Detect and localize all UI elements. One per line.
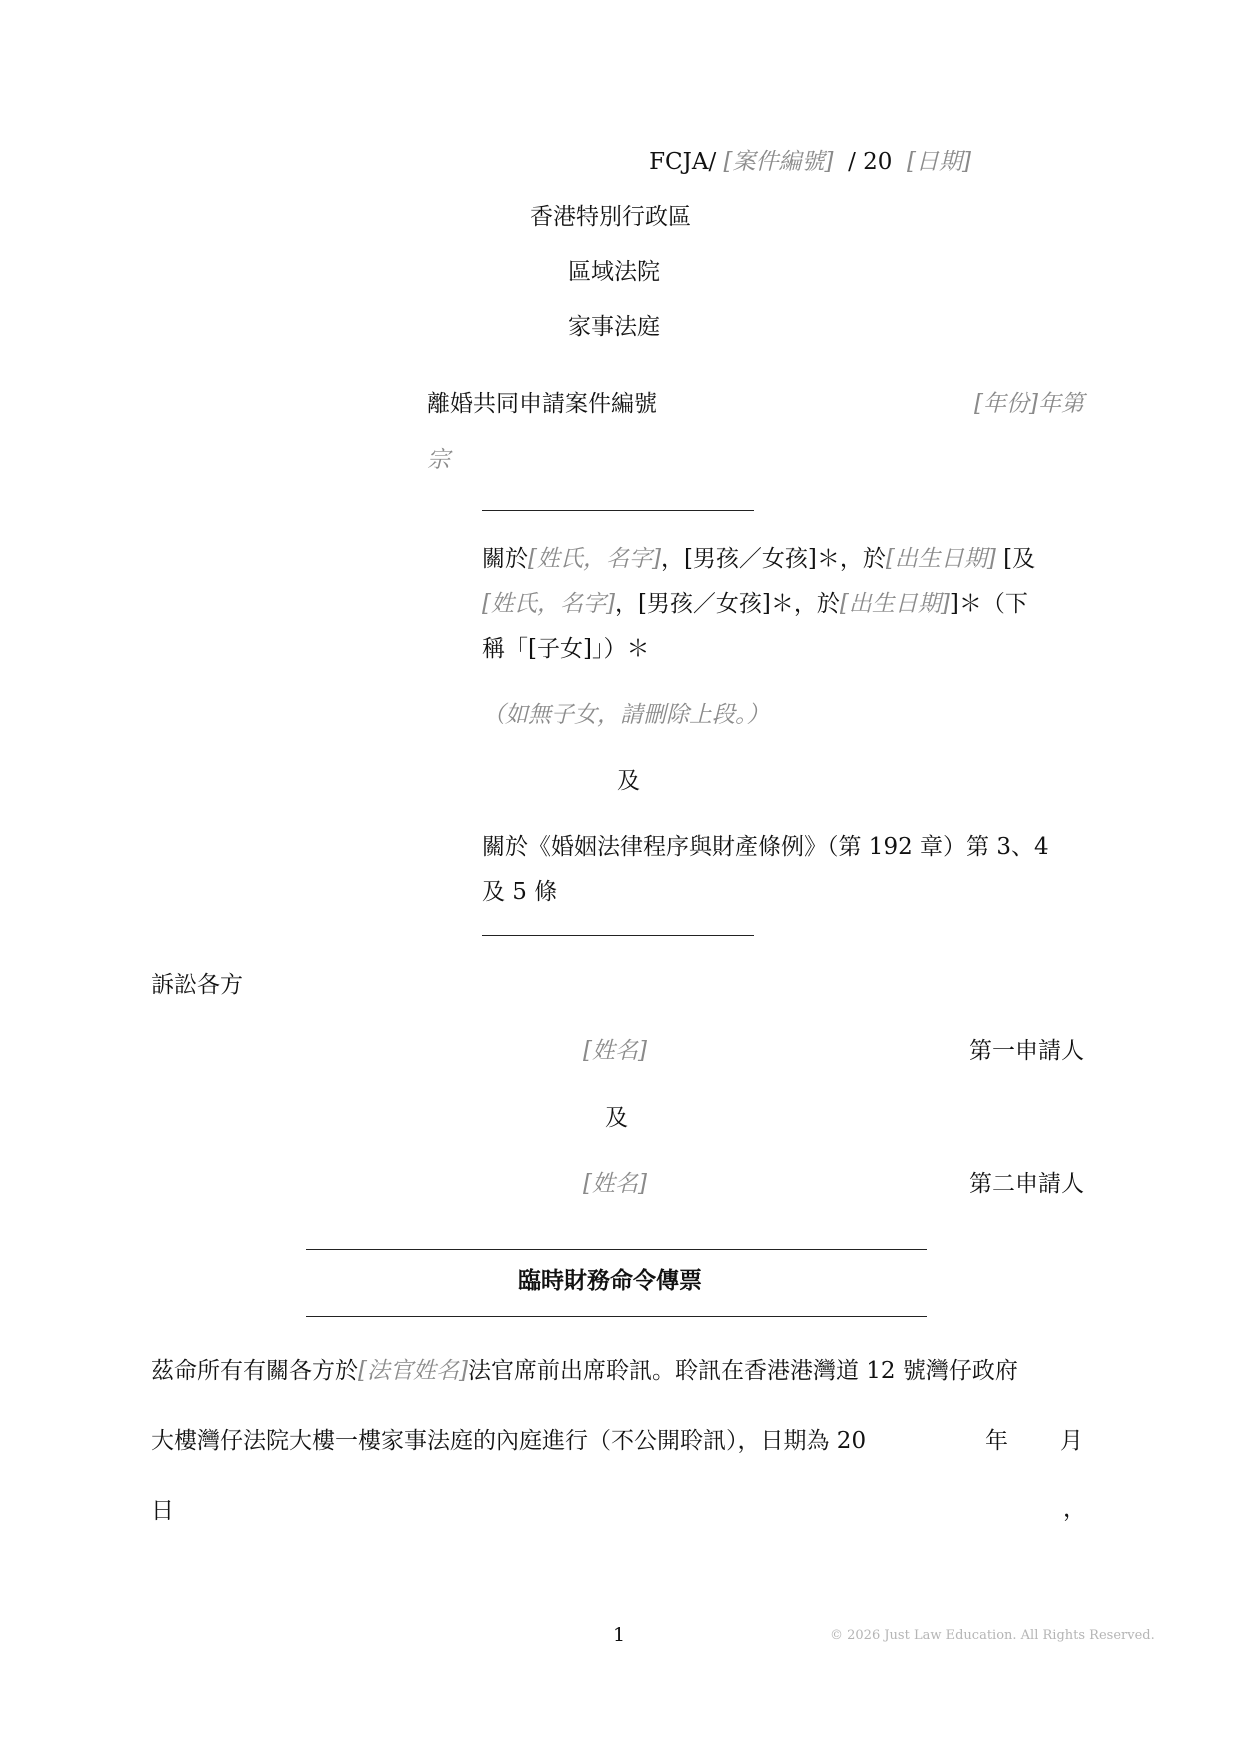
page-number: 1: [613, 1624, 626, 1646]
court-line-hksar: 香港特別行政區: [530, 204, 691, 230]
case-number-placeholder: [案件編號]: [723, 149, 834, 175]
body-month-label: 月: [1060, 1428, 1083, 1454]
children-line-2: [姓氏，名字]，[男孩／女孩]＊，於[出生日期]]＊（下: [482, 591, 1028, 617]
delete-note: （如無子女，請刪除上段。）: [482, 702, 770, 728]
body-year-label: 年: [985, 1428, 1008, 1454]
child2-name-placeholder: [姓氏，名字]: [482, 591, 615, 617]
applicant2-role: 第二申請人: [969, 1171, 1084, 1197]
applicant2-name-placeholder: [姓名]: [583, 1171, 647, 1197]
parties-label: 訴訟各方: [151, 972, 243, 998]
case-reference: [649, 146, 971, 178]
judge-name-placeholder: [法官姓名]: [358, 1358, 468, 1384]
body-comma: ，: [1063, 1496, 1086, 1522]
child1-dob-placeholder: [出生日期]: [885, 546, 996, 572]
case-ref-prefix: FCJA/: [649, 149, 717, 175]
document-title: 臨時財務命令傳票: [518, 1267, 702, 1294]
ordinance-line-1: 關於《婚姻法律程序與財產條例》（第 192 章）第 3、4: [482, 834, 1049, 860]
divider-middle: [482, 935, 754, 936]
case-date-placeholder: [日期]: [907, 149, 971, 175]
court-line-district-court: 區域法院: [568, 259, 660, 285]
title-rule-bottom: [306, 1316, 927, 1317]
child1-name-placeholder: [姓氏，名字]: [528, 546, 661, 572]
case-heading-suffix: 宗: [427, 447, 450, 473]
applicant1-name-placeholder: [姓名]: [583, 1038, 647, 1064]
divider-top: [482, 510, 754, 511]
case-ref-separator: / 20: [840, 149, 900, 175]
and-connector-1: 及: [617, 768, 640, 794]
applicant1-role: 第一申請人: [969, 1038, 1084, 1064]
title-rule-top: [306, 1249, 927, 1250]
case-heading-label: 離婚共同申請案件編號: [427, 391, 657, 417]
court-line-family-court: 家事法庭: [568, 314, 660, 340]
body-line-1: 茲命所有有關各方於[法官姓名]法官席前出席聆訊。聆訊在香港港灣道 12 號灣仔政府: [151, 1358, 1018, 1384]
children-line-3: 稱「[子女]」）＊: [482, 636, 650, 662]
children-line-1: 關於[姓氏，名字]，[男孩／女孩]＊，於[出生日期] [及: [482, 546, 1036, 572]
case-year-placeholder: [年份]年第: [974, 391, 1084, 417]
and-connector-2: 及: [605, 1105, 628, 1131]
body-line-2: 大樓灣仔法院大樓一樓家事法庭的內庭進行（不公開聆訊），日期為 20: [151, 1428, 867, 1454]
child2-dob-placeholder: [出生日期]: [839, 591, 950, 617]
copyright-notice: © 2026 Just Law Education. All Rights Reserved.: [830, 1628, 1155, 1643]
ordinance-line-2: 及 5 條: [482, 879, 558, 905]
body-day-label: 日: [151, 1498, 174, 1524]
